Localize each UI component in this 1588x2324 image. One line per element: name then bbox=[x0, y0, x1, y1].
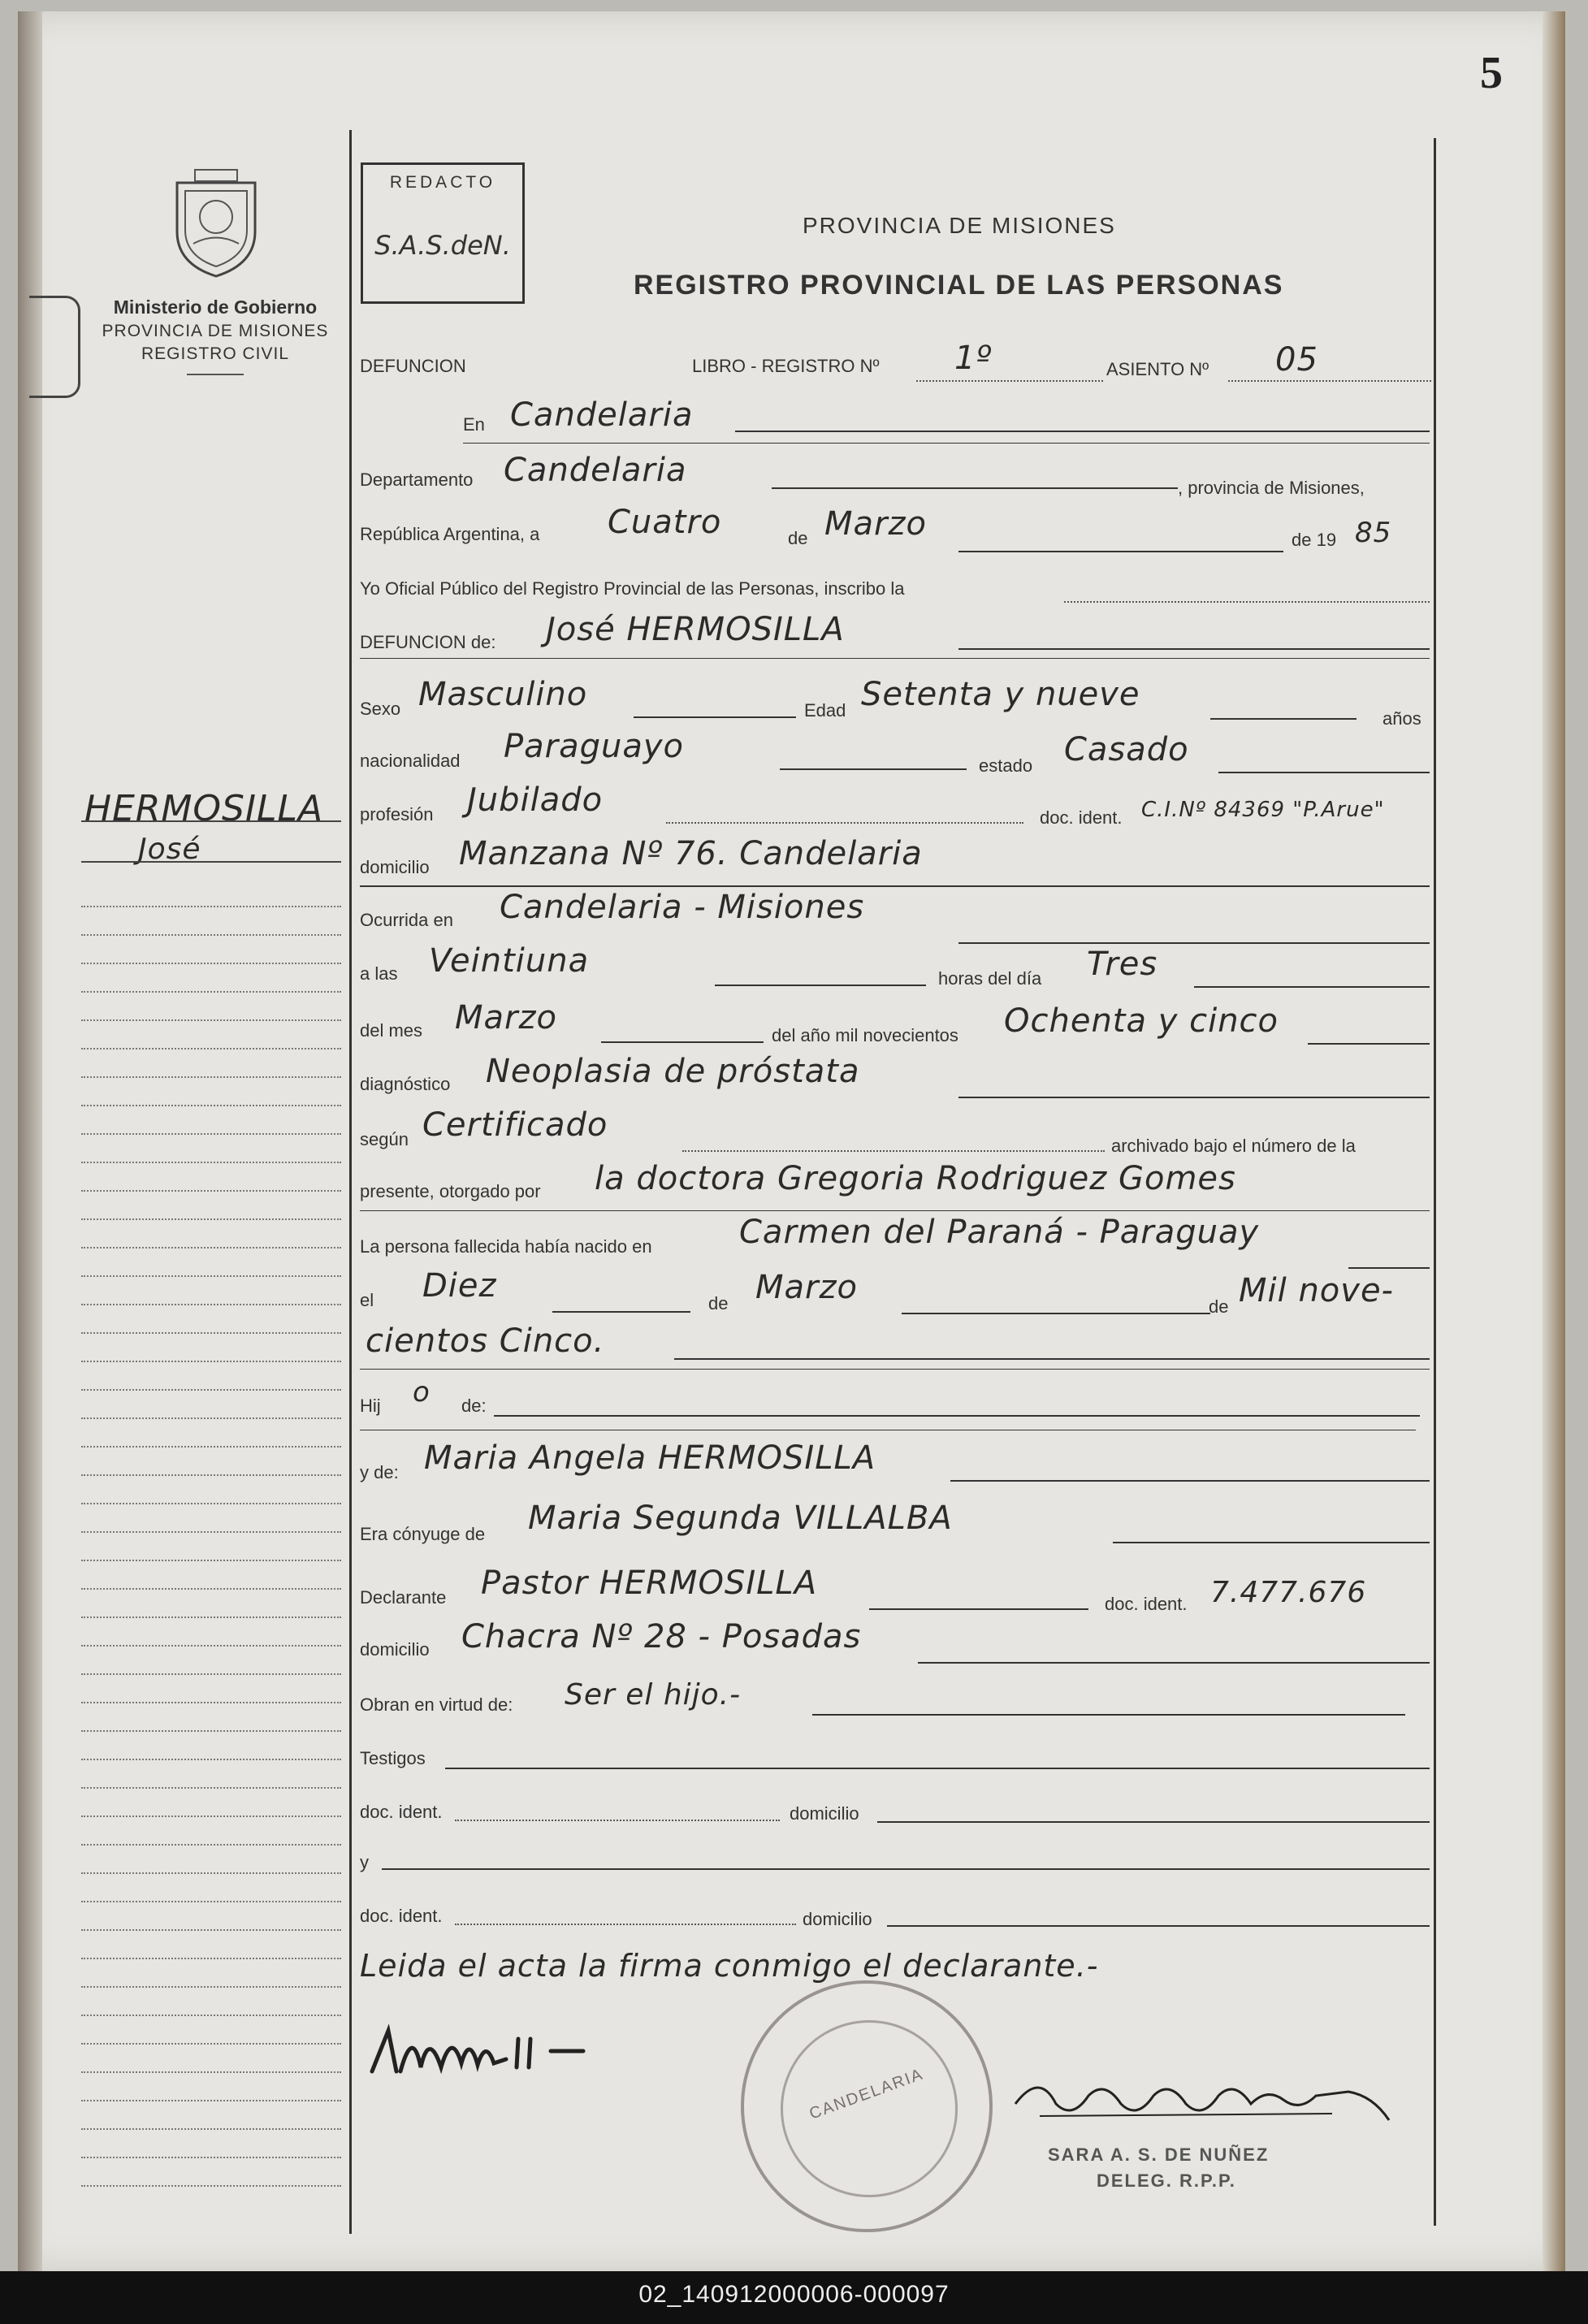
profesion-label: profesión bbox=[360, 804, 434, 824]
a-las-value: Veintiuna bbox=[429, 942, 590, 980]
redacto-box bbox=[361, 162, 525, 304]
del-mes-label: del mes bbox=[360, 1020, 423, 1041]
asiento-label: ASIENTO Nº bbox=[1106, 359, 1209, 379]
presente-label: presente, otorgado por bbox=[360, 1181, 541, 1201]
de-label: de bbox=[788, 528, 808, 548]
defuncion-title: DEFUNCION bbox=[360, 356, 466, 376]
testigos-label: Testigos bbox=[360, 1748, 426, 1768]
doc-ident-label: doc. ident. bbox=[1040, 807, 1123, 828]
footer-bar bbox=[0, 2271, 1588, 2324]
del-anio-value: Ochenta y cinco bbox=[1004, 1002, 1279, 1040]
declarante-doc-label: doc. ident. bbox=[1105, 1594, 1188, 1614]
madre-nombre: Maria Angela HERMOSILLA bbox=[424, 1439, 876, 1477]
ocurrida-label: Ocurrida en bbox=[360, 910, 453, 930]
libro-label: LIBRO - REGISTRO Nº bbox=[692, 356, 880, 376]
ministry-block bbox=[81, 296, 349, 375]
declarante-label: Declarante bbox=[360, 1587, 447, 1608]
edad-label: Edad bbox=[804, 700, 846, 721]
official-typed-title: DELEG. R.P.P. bbox=[1097, 2170, 1236, 2191]
del-anio-label: del año mil novecientos bbox=[772, 1025, 958, 1045]
diagnostico-value: Neoplasia de próstata bbox=[486, 1053, 860, 1090]
domicilio-value: Manzana Nº 76. Candelaria bbox=[459, 835, 923, 872]
hij-label: Hij bbox=[360, 1396, 381, 1416]
domicilio-label: domicilio bbox=[360, 857, 430, 877]
declarante-value: Pastor HERMOSILLA bbox=[481, 1564, 818, 1602]
segun-value: Certificado bbox=[422, 1106, 608, 1144]
hij-value: o bbox=[413, 1376, 431, 1409]
ministry-title: Ministerio de Gobierno bbox=[113, 296, 318, 318]
de2-label: de bbox=[708, 1293, 729, 1313]
de3-label: de bbox=[1209, 1296, 1229, 1317]
asiento-value: 05 bbox=[1275, 341, 1318, 379]
anios-label: años bbox=[1382, 708, 1421, 729]
de2-value: Marzo bbox=[755, 1269, 858, 1306]
republica-label: República Argentina, a bbox=[360, 524, 540, 544]
conyuge-value: Maria Segunda VILLALBA bbox=[528, 1500, 953, 1537]
registry-stamp bbox=[741, 1980, 993, 2232]
a-las-label: a las bbox=[360, 963, 398, 984]
stamp-text: CANDELARIA bbox=[807, 2065, 927, 2123]
frame-left-line bbox=[349, 130, 352, 2234]
leida-text: Leida el acta la firma conmigo el declarante.- bbox=[360, 1948, 1099, 1984]
en-value: Candelaria bbox=[510, 396, 694, 434]
defuncion-de-label: DEFUNCION de: bbox=[360, 632, 496, 652]
fecha-anio: 85 bbox=[1355, 517, 1392, 549]
sexo-label: Sexo bbox=[360, 699, 401, 719]
testigo2-domicilio-label: domicilio bbox=[803, 1909, 872, 1929]
horas-label: horas del día bbox=[938, 968, 1042, 989]
nacido-value: Carmen del Paraná - Paraguay bbox=[739, 1214, 1260, 1251]
redacto-initials: S.A.S.deN. bbox=[374, 230, 511, 261]
nacionalidad-value: Paraguayo bbox=[504, 728, 684, 765]
estado-value: Casado bbox=[1064, 731, 1189, 768]
del-mes-value: Marzo bbox=[455, 999, 557, 1036]
province-heading: PROVINCIA DE MISIONES bbox=[803, 213, 1116, 238]
edad-value: Setenta y nueve bbox=[861, 676, 1140, 713]
departamento-value: Candelaria bbox=[504, 452, 687, 489]
departamento-label: Departamento bbox=[360, 470, 474, 490]
hij-de-label: de: bbox=[461, 1396, 487, 1416]
fecha-mes: Marzo bbox=[824, 505, 927, 543]
testigo1-domicilio-label: domicilio bbox=[790, 1803, 859, 1824]
margin-given-name: José bbox=[138, 833, 201, 866]
redacto-label: REDACTO bbox=[389, 173, 496, 192]
doc-ident-value: C.I.Nº 84369 "P.Arue" bbox=[1141, 798, 1385, 822]
declarant-signature bbox=[364, 2015, 640, 2088]
de-anio-label: de 19 bbox=[1292, 530, 1337, 550]
diagnostico-label: diagnóstico bbox=[360, 1074, 451, 1094]
nacido-label: La persona fallecida había nacido en bbox=[360, 1236, 652, 1257]
frame-right-line bbox=[1434, 138, 1436, 2226]
segun-label: según bbox=[360, 1129, 409, 1149]
libro-value: 1º bbox=[954, 340, 993, 377]
fecha-dia: Cuatro bbox=[608, 504, 722, 541]
declarante-doc-value: 7.477.676 bbox=[1210, 1576, 1367, 1609]
official-signature bbox=[1007, 2063, 1413, 2136]
y-label: y bbox=[360, 1852, 369, 1872]
ocurrida-value: Candelaria - Misiones bbox=[500, 889, 865, 926]
divider bbox=[187, 374, 244, 375]
declarante-domicilio-label: domicilio bbox=[360, 1639, 430, 1660]
registry-heading: REGISTRO PROVINCIAL DE LAS PERSONAS bbox=[634, 270, 1284, 301]
ministry-province: PROVINCIA DE MISIONES bbox=[102, 322, 329, 340]
margin-surname: HERMOSILLA bbox=[84, 788, 324, 829]
difunto-nombre: José HERMOSILLA bbox=[546, 611, 845, 648]
anio-nacimiento-cont: cientos Cinco. bbox=[366, 1322, 605, 1360]
presente-value: la doctora Gregoria Rodriguez Gomes bbox=[595, 1160, 1236, 1197]
obran-value: Ser el hijo.- bbox=[565, 1678, 742, 1712]
binding-clip bbox=[29, 296, 80, 398]
estado-label: estado bbox=[979, 755, 1033, 776]
de3-value: Mil nove- bbox=[1239, 1272, 1394, 1309]
nacionalidad-label: nacionalidad bbox=[360, 751, 461, 771]
archivado-label: archivado bajo el número de la bbox=[1111, 1136, 1356, 1156]
testigo2-doc-label: doc. ident. bbox=[360, 1906, 443, 1926]
sexo-value: Masculino bbox=[418, 676, 588, 713]
official-typed-name: SARA A. S. DE NUÑEZ bbox=[1048, 2144, 1270, 2165]
oficial-text: Yo Oficial Público del Registro Provincial de las Personas, inscribo la bbox=[360, 578, 905, 599]
page-number: 5 bbox=[1480, 48, 1503, 98]
declarante-domicilio-value: Chacra Nº 28 - Posadas bbox=[461, 1618, 862, 1655]
page-edge bbox=[1543, 11, 1565, 2283]
province-seal-icon bbox=[161, 167, 271, 280]
conyuge-label: Era cónyuge de bbox=[360, 1524, 486, 1544]
horas-value: Tres bbox=[1087, 946, 1158, 983]
y-de-label: y de: bbox=[360, 1462, 399, 1482]
obran-label: Obran en virtud de: bbox=[360, 1694, 513, 1715]
testigo1-doc-label: doc. ident. bbox=[360, 1802, 443, 1822]
provincia-suffix: , provincia de Misiones, bbox=[1178, 478, 1365, 498]
document-id: 02_140912000006-000097 bbox=[638, 2281, 950, 2308]
el-value: Diez bbox=[422, 1267, 497, 1305]
ministry-registry: REGISTRO CIVIL bbox=[141, 344, 290, 363]
en-label: En bbox=[463, 414, 485, 435]
profesion-value: Jubilado bbox=[467, 781, 604, 819]
el-label: el bbox=[360, 1290, 374, 1310]
